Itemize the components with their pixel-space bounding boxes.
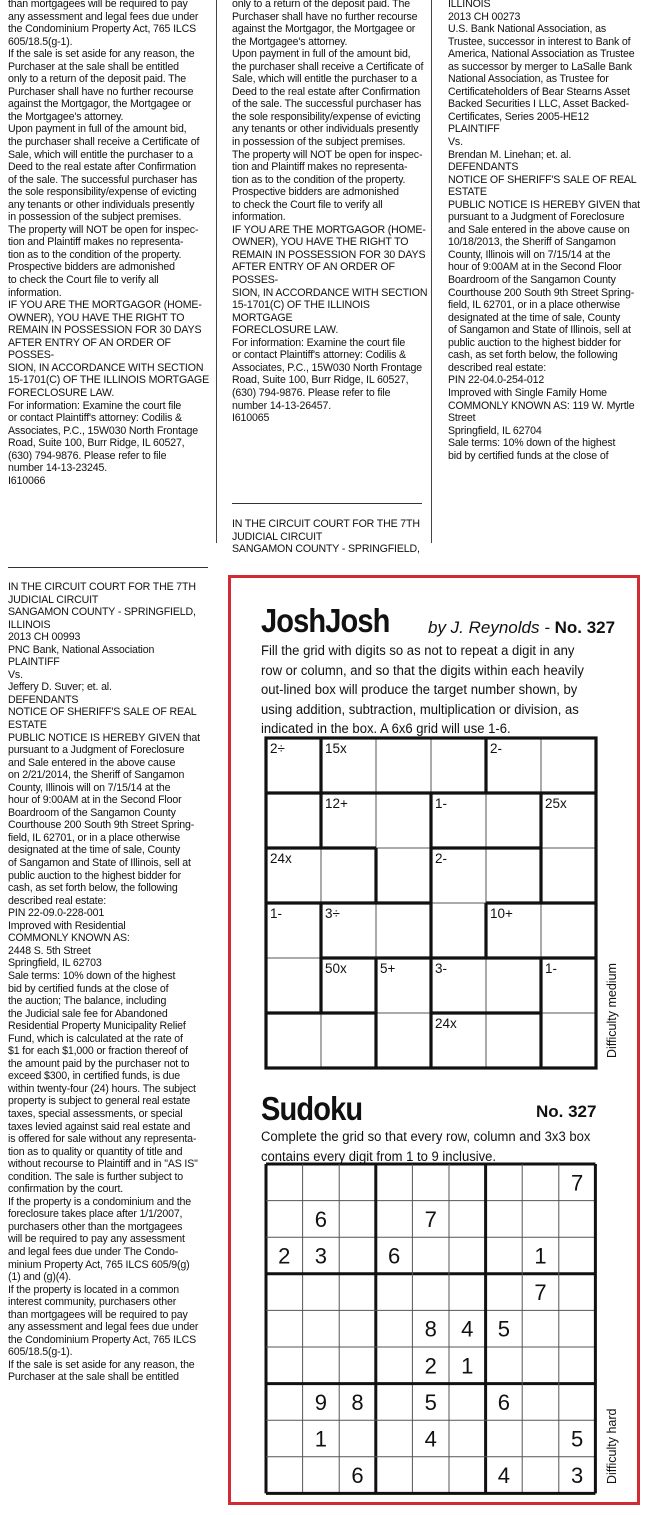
sudoku-digit: 3 [570,1463,584,1489]
sudoku-digit: 1 [314,1426,328,1452]
joshjosh-difficulty: Difficulty medium [605,963,619,1058]
sudoku-digit: 6 [497,1389,511,1415]
joshjosh-instructions: Fill the grid with digits so as not to repeat a digit in any row or column, and so that the digits within each heavily out-lined box will produce the target number shown, by using addition, subtraction, multiplication or division, as indicated in the box. A 6x6 grid will use 1-6. [261,643,584,737]
sudoku-digit: 6 [314,1206,328,1232]
sudoku-title: Sudoku [261,1090,363,1127]
cage-clue: 25x [545,796,567,811]
sudoku-number: No. 327 [536,1102,597,1121]
joshjosh-grid [264,736,604,1076]
legal-notice-column-2: only to a return of the deposit paid. The Purchaser shall have no further recourse against the Mortgagor, the Mortgagee or the Mortgagee's attorney. Upon payment in full of the amount bid, the purchaser shall receive a Certificate of Sale, which will entitle the purchaser to a Deed to the real estate after Confirmation of the sale. The successful purchaser has the sole responsibility/expense of evicting any tenants or other individuals presently in possession of the subject premises. The property will NOT be open for inspec- tion and Plaintiff makes no representa- tion as to the condition of the property. Prospective bidders are admonished to check the Court file to verify all information. IF YOU ARE THE MORTGAGOR (HOME- OWNER), YOU HAVE THE RIGHT TO REMAIN IN POSSESSION FOR 30 DAYS AFTER ENTRY OF AN ORDER OF POSSES- SION, IN ACCORDANCE WITH SECTION 15-1701(C) OF THE ILLINOIS MORTGAGE FORECLOSURE LAW. For information: Examine the court file or contact Plaintiff's attorney: Codilis & Associates, P.C., 15W030 North Frontage Road, Suite 100, Burr Ridge, IL 60527, (630) 794-9876. Please refer to file number 14-13-26457. I610065 [232,0,428,425]
joshjosh-title: JoshJosh [261,602,390,639]
legal-notice-column-1: than mortgagees will be required to pay any assessment and legal fees due under the Condominium Property Act, 765 ILCS 605/18.5(g-1). If the sale is set aside for any reason, the Purchaser at the sale shall be entitled only to a return of the deposit paid. The Purchaser shall have no further recourse against the Mortgagor, the Mortgagee or the Mortgagee's attorney. Upon payment in full of the amount bid, the purchaser shall receive a Certificate of Sale, which will entitle the purchaser to a Deed to the real estate after Confirmation of the sale. The successful purchaser has the sole responsibility/expense of evicting any tenants or other individuals presently in possession of the subject premises. The property will NOT be open for inspec- tion and Plaintiff makes no representa- tion as to the condition of the property. Prospective bidders are admonished to check the Court file to verify all information. IF YOU ARE THE MORTGAGOR (HOME- OWNER), YOU HAVE THE RIGHT TO REMAIN IN POSSESSION FOR 30 DAYS AFTER ENTRY OF AN ORDER OF POSSES- SION, IN ACCORDANCE WITH SECTION 15-1701(C) OF THE ILLINOIS MORTGAGE FORECLOSURE LAW. For information: Examine the court file or contact Plaintiff's attorney: Codilis & Associates, P.C., 15W030 North Frontage Road, Suite 100, Burr Ridge, IL 60527, (630) 794-9876. Please refer to file number 14-13-23245. I610066 [8,0,209,487]
cage-clue: 24x [435,1016,457,1031]
notice-separator [8,567,208,568]
sudoku-digit: 1 [534,1243,547,1269]
puzzle-box [228,575,640,1505]
cage-clue: 2- [490,741,503,756]
cage-clue: 10+ [490,906,513,921]
sudoku-digit: 4 [497,1463,511,1489]
legal-notice-column-3: ILLINOIS 2013 CH 00273 U.S. Bank National Association, as Trustee, successor in interest to Bank of America, National Association as Trustee as successor by merger to LaSalle Bank National Association, as Trustee for Certificateholders of Bear Stearns Asset Backed Securities I LLC, Asset Backed- Certificates, Series 2005-HE12 PLAINTIFF Vs. Brendan M. Linehan; et. al. DEFENDANTS NOTICE OF SHERIFF'S SALE OF REAL ESTATE PUBLIC NOTICE IS HEREBY GIVEN that pursuant to a Judgment of Foreclosure and Sale entered in the above cause on 10/18/2013, the Sheriff of Sangamon County, Illinois will on 7/15/14 at the hour of 9:00AM at in the Second Floor Boardroom of the Sangamon County Courthouse 200 South 9th Street Spring- field, IL 62701, or in a place otherwise designated at the time of sale, County of Sangamon and State of Illinois, sell at public auction to the highest bidder for cash, as set forth below, the following described real estate: PIN 22-04.0-254-012 Improved with Single Family Home COMMONLY KNOWN AS: 119 W. Myrtle Street Springfield, IL 62704 Sale terms: 10% down of the highest bid by certified funds at the close of [448,0,640,462]
cage-clue: 5+ [380,961,396,976]
sudoku-instructions: Complete the grid so that every row, column and 3x3 box contains every digit from 1 to 9 inclusive. [261,1129,591,1165]
cage-clue: 1- [435,796,448,811]
sudoku-difficulty: Difficulty hard [605,1408,619,1484]
sudoku-digit: 2 [424,1353,437,1379]
sudoku-digit: 2 [278,1243,291,1269]
sudoku-digit: 4 [424,1426,437,1452]
joshjosh-author: by J. Reynolds - [428,618,555,637]
cage-clue: 24x [270,851,292,866]
sudoku-digit: 3 [314,1243,328,1269]
sudoku-digit: 5 [424,1389,437,1415]
sudoku-digit: 8 [424,1316,437,1342]
cage-clue: 1- [545,961,558,976]
sudoku-digit: 5 [570,1426,584,1452]
notice-separator [232,503,422,504]
sudoku-digit: 7 [534,1280,547,1306]
cage-clue: 50x [325,961,347,976]
cage-clue: 3- [435,961,448,976]
sudoku-digit: 4 [461,1316,474,1342]
cage-clue: 2÷ [270,741,285,756]
joshjosh-byline [428,618,615,638]
sudoku-digit: 7 [570,1170,584,1196]
sudoku-digit: 9 [314,1389,328,1415]
cage-clue: 2- [435,851,448,866]
legal-notice-column-2b: IN THE CIRCUIT COURT FOR THE 7TH JUDICIAL CIRCUIT SANGAMON COUNTY - SPRINGFIELD, [232,518,420,556]
cage-clue: 15x [325,741,347,756]
sudoku-grid [264,1162,604,1502]
legal-notice-column-4: IN THE CIRCUIT COURT FOR THE 7TH JUDICIAL CIRCUIT SANGAMON COUNTY - SPRINGFIELD, ILLINOIS 2013 CH 00993 PNC Bank, National Association PLAINTIFF Vs. Jeffery D. Suver; et. al. DEFENDANTS NOTICE OF SHERIFF'S SALE OF REAL ESTATE PUBLIC NOTICE IS HEREBY GIVEN that pursuant to a Judgment of Foreclosure and Sale entered in the above cause on 2/21/2014, the Sheriff of Sangamon County, Illinois will on 7/15/14 at the hour of 9:00AM at in the Second Floor Boardroom of the Sangamon County Courthouse 200 South 9th Street Spring- field, IL 62701, or in a place otherwise designated at the time of sale, County of Sangamon and State of Illinois, sell at public auction to the highest bidder for cash, as set forth below, the following described real estate: PIN 22-09.0-228-001 Improved with Residential COMMONLY KNOWN AS: 2448 S. 5th Street Springfield, IL 62703 Sale terms: 10% down of the highest bid by certified funds at the close of the auction; The balance, including the Judicial sale fee for Abandoned Residential Property Municipality Relief Fund, which is calculated at the rate of $1 for each $1,000 or fraction thereof of the amount paid by the purchaser not to exceed $300, in certified funds, is due within twenty-four (24) hours. The subject property is subject to general real estate taxes, special assessments, or special taxes levied against said real estate and is offered for sale without any representa- tion as to quality or quantity of title and without recourse to Plaintiff and in "AS IS" condition. The sale is further subject to confirmation by the court. If the property is a condominium and the foreclosure takes place after 1/1/2007, purchasers other than the mortgagees will be required to pay any assessment and legal fees due under The Condo- minium Property Act, 765 ILCS 605/9(g) (1) and (g)(4). If the property is located in a common interest community, purchasers other than mortgagees will be required to pay any assessment and legal fees due under the Condominium Property Act, 765 ILCS 605/18.5(g-1). If the sale is set aside for any reason, the Purchaser at the sale shall be entitled [8,581,200,1384]
sudoku-digit: 8 [351,1389,364,1415]
cage-clue: 3÷ [325,906,340,921]
sudoku-digit: 6 [387,1243,401,1269]
sudoku-digit: 1 [461,1353,474,1379]
cage-clue: 12+ [325,796,348,811]
sudoku-digit: 5 [497,1316,511,1342]
cage-clue: 1- [270,906,283,921]
joshjosh-number: No. 327 [554,618,616,637]
sudoku-digit: 7 [424,1206,437,1232]
sudoku-digit: 6 [351,1463,364,1489]
